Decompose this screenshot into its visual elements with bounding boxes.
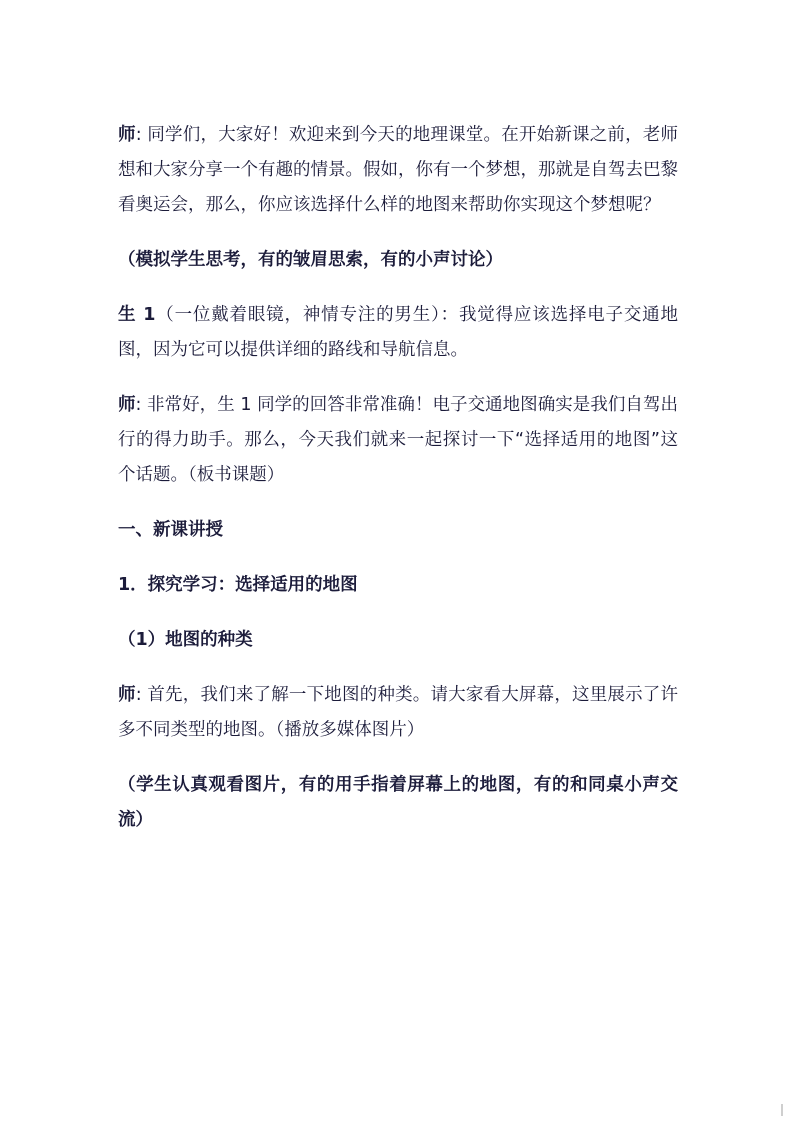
dialogue-text: : 首先，我们来了解一下地图的种类。请大家看大屏幕，这里展示了许多不同类型的地图。（播放多媒体图片） bbox=[118, 685, 678, 740]
speaker-label: 师 bbox=[118, 395, 136, 415]
dialogue-text: : 非常好，生 1 同学的回答非常准确！电子交通地图确实是我们自驾出行的得力助手。那么，今天我们就来一起探讨一下“选择适用的地图”这个话题。（板书课题） bbox=[118, 395, 679, 485]
stage-direction: （学生认真观看图片，有的用手指着屏幕上的地图，有的和同桌小声交流） bbox=[118, 775, 678, 830]
speaker-label: 师 bbox=[118, 685, 136, 705]
dialogue-student-1 bbox=[118, 298, 678, 368]
sub-subsection-heading: （1）地图的种类 bbox=[118, 630, 253, 650]
document-page bbox=[118, 118, 678, 858]
speaker-label: 生 1 bbox=[118, 305, 156, 325]
dialogue-text: （一位戴着眼镜，神情专注的男生）：我觉得应该选择电子交通地图，因为它可以提供详细的路线和导航信息。 bbox=[118, 305, 678, 360]
speaker-label: 师 bbox=[118, 125, 136, 145]
dialogue-teacher-map-types bbox=[118, 678, 678, 748]
stage-direction: （模拟学生思考，有的皱眉思索，有的小声讨论） bbox=[118, 250, 503, 270]
dialogue-teacher-response bbox=[118, 388, 678, 493]
dialogue-text: : 同学们，大家好！欢迎来到今天的地理课堂。在开始新课之前，老师想和大家分享一个有趣的情景。假如，你有一个梦想，那就是自驾去巴黎看奥运会，那么，你应该选择什么样的地图来帮助你实现这个梦想呢？ bbox=[118, 125, 678, 215]
page-corner-mark bbox=[781, 1104, 783, 1116]
section-heading: 一、新课讲授 bbox=[118, 520, 223, 540]
dialogue-teacher-intro bbox=[118, 118, 678, 223]
subsection-heading: 1．探究学习：选择适用的地图 bbox=[118, 575, 358, 595]
